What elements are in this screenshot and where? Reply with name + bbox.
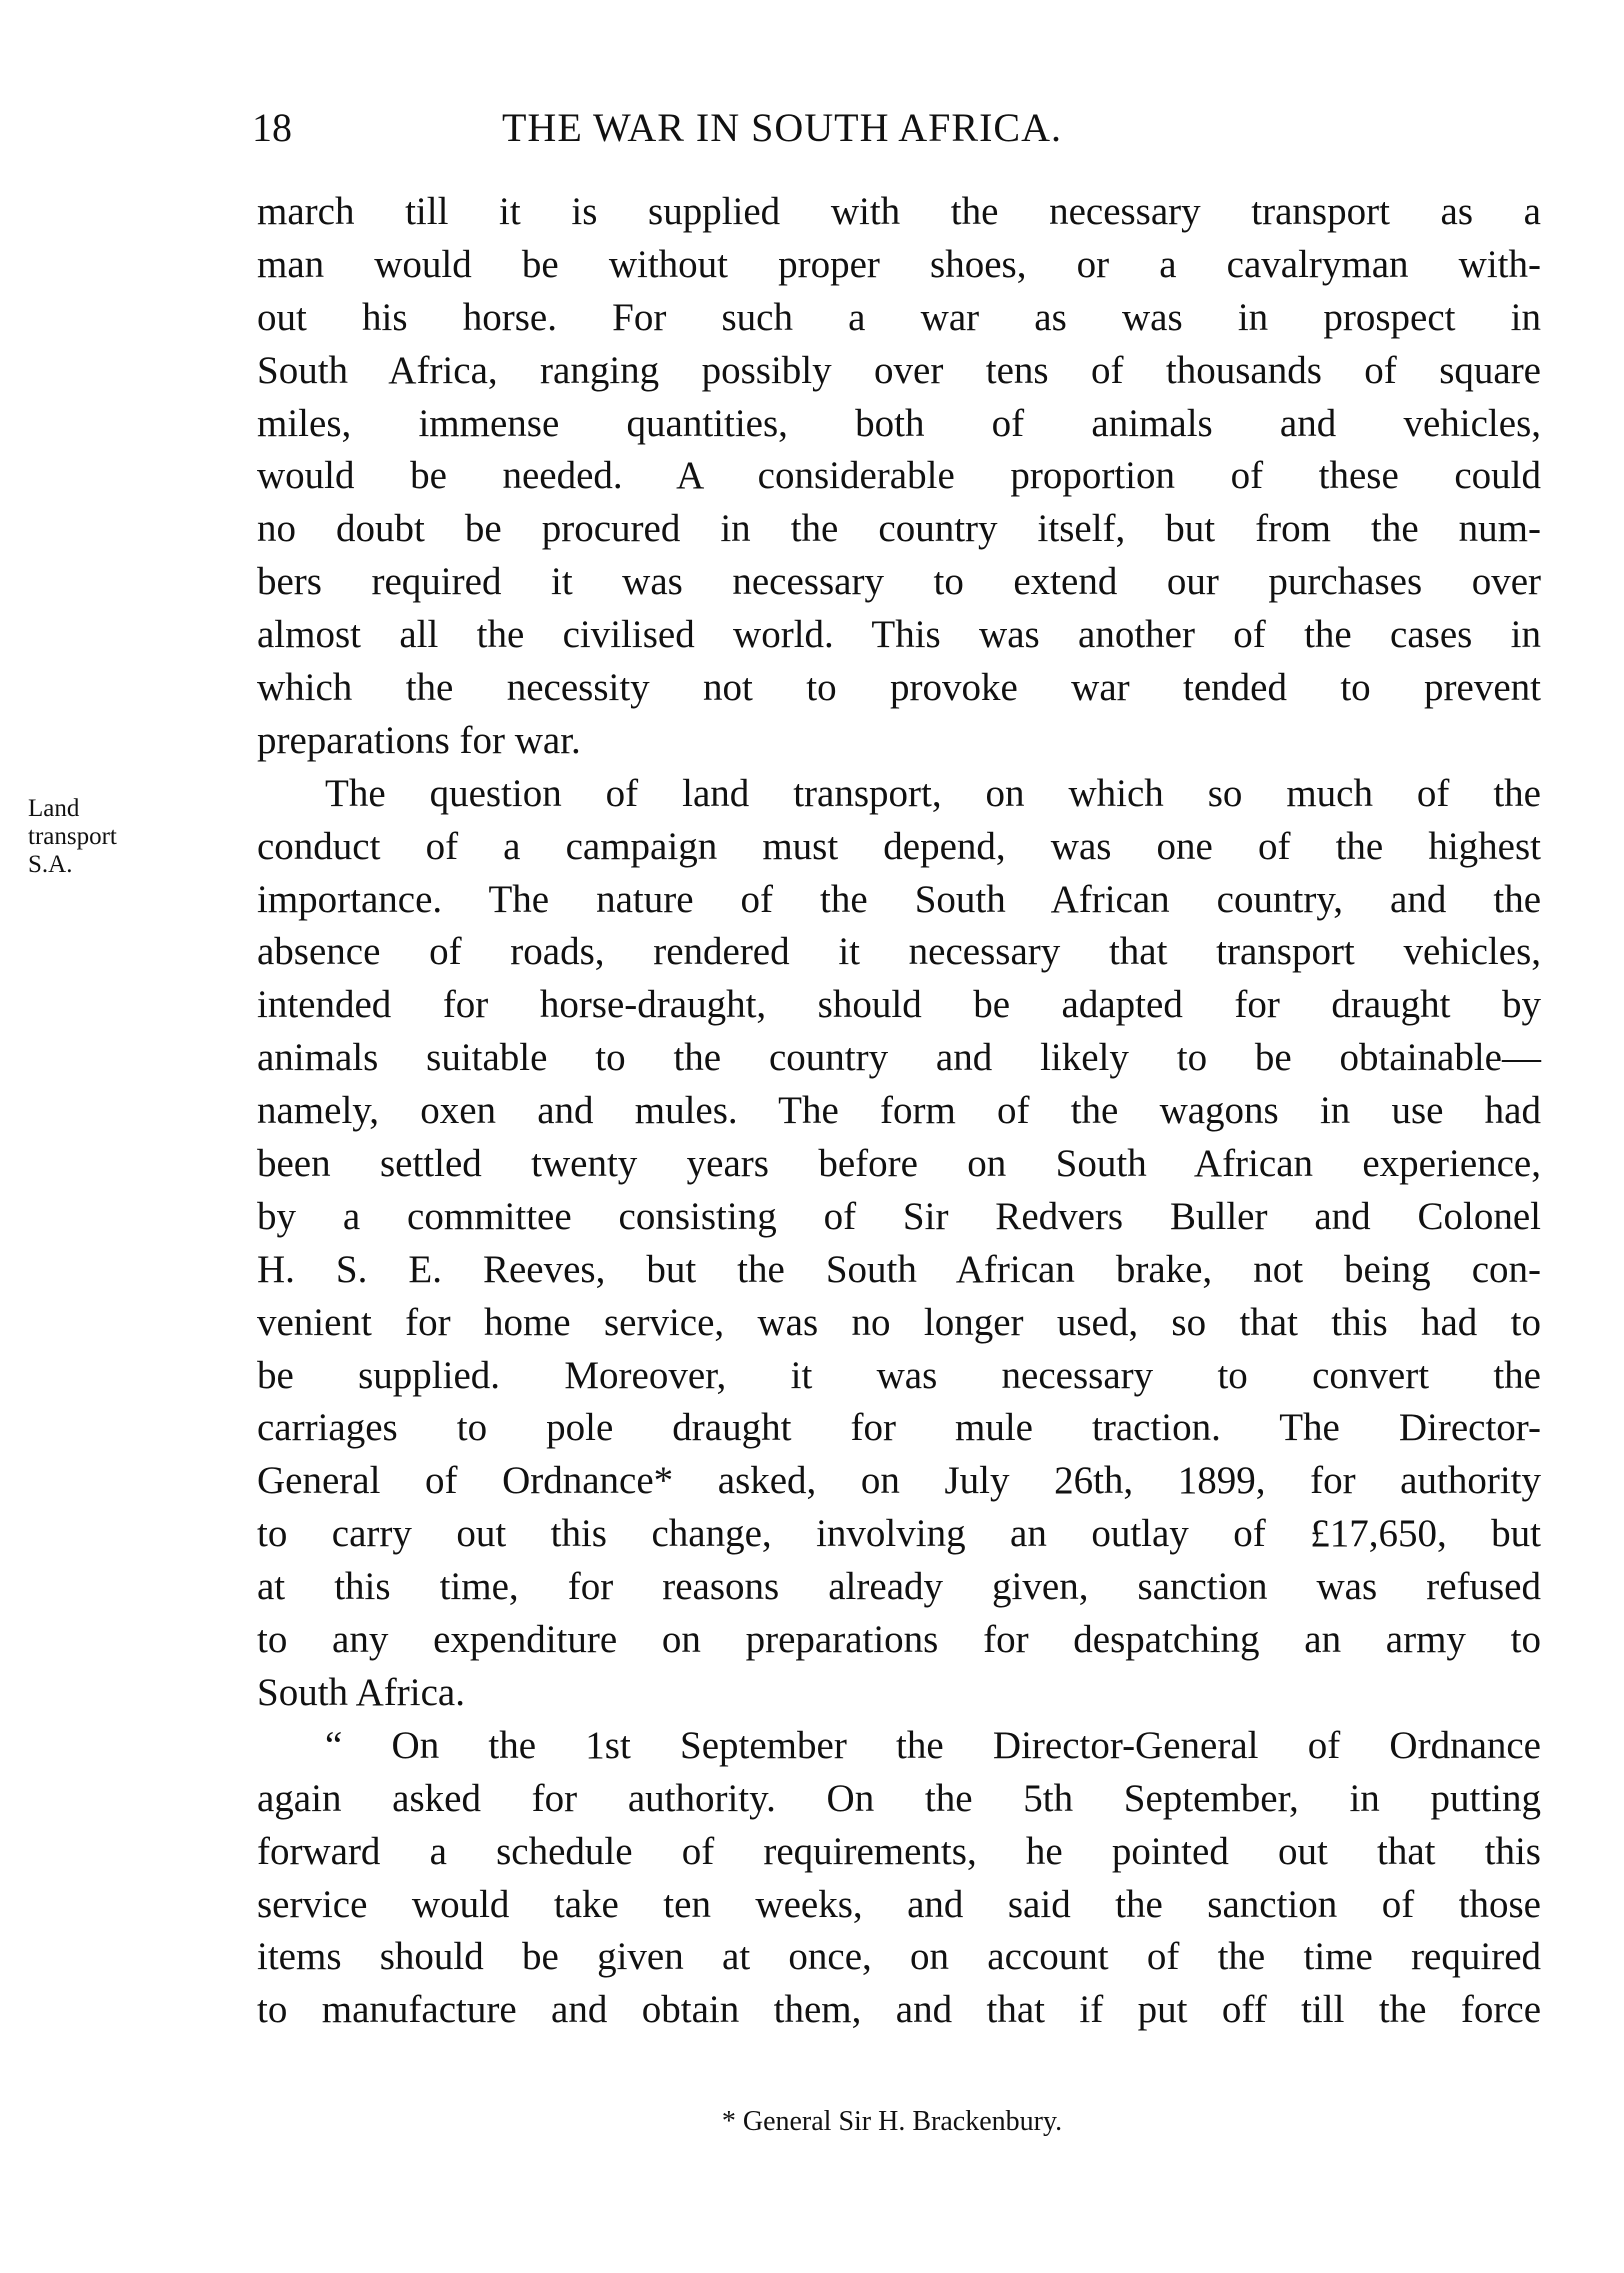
text-line: South Africa.	[257, 1670, 465, 1714]
text-line: no doubt be procured in the country itself, but from the num-	[257, 507, 1541, 551]
margin-note-line: Land	[28, 795, 80, 822]
text-line: almost all the civilised world. This was another of the cases in	[257, 613, 1541, 657]
text-line: intended for horse-draught, should be adapted for draught by	[257, 983, 1541, 1027]
text-line: to any expenditure on preparations for despatching an army to	[257, 1618, 1541, 1662]
text-line: at this time, for reasons already given, sanction was refused	[257, 1565, 1541, 1609]
body-text	[257, 186, 1541, 2037]
text-line: preparations for war.	[257, 718, 581, 762]
page-number: 18	[252, 105, 292, 150]
text-line: South Africa, ranging possibly over tens of thousands of square	[257, 348, 1541, 392]
text-line: which the necessity not to provoke war tended to prevent	[257, 666, 1541, 710]
margin-note-line: transport	[28, 823, 117, 850]
text-line: The question of land transport, on which so much of the	[325, 771, 1541, 815]
text-line: “ On the 1st September the Director-General of Ordnance	[325, 1723, 1541, 1767]
margin-note	[28, 795, 117, 879]
margin-note-line: S.A.	[28, 851, 73, 878]
text-line: would be needed. A considerable proportion of these could	[257, 454, 1541, 498]
text-line: been settled twenty years before on South African experience,	[257, 1142, 1541, 1186]
text-line: animals suitable to the country and likely to be obtainable—	[257, 1036, 1541, 1080]
text-line: out his horse. For such a war as was in prospect in	[257, 295, 1541, 339]
text-line: carriages to pole draught for mule traction. The Director-	[257, 1406, 1541, 1450]
text-line: items should be given at once, on account of the time required	[257, 1935, 1541, 1979]
running-header	[252, 104, 1292, 154]
text-line: namely, oxen and mules. The form of the wagons in use had	[257, 1089, 1541, 1133]
text-line: to carry out this change, involving an outlay of £17,650, but	[257, 1512, 1541, 1556]
text-line: be supplied. Moreover, it was necessary to convert the	[257, 1353, 1541, 1397]
running-title: THE WAR IN SOUTH AFRICA.	[502, 105, 1062, 150]
text-line: bers required it was necessary to extend our purchases over	[257, 560, 1541, 604]
text-line: again asked for authority. On the 5th September, in putting	[257, 1776, 1541, 1820]
text-line: importance. The nature of the South African country, and the	[257, 877, 1541, 921]
text-line: H. S. E. Reeves, but the South African brake, not being con-	[257, 1247, 1541, 1291]
text-line: conduct of a campaign must depend, was one of the highest	[257, 824, 1541, 868]
text-line: to manufacture and obtain them, and that if put off till the force	[257, 1988, 1541, 2032]
text-line: General of Ordnance* asked, on July 26th, 1899, for authority	[257, 1459, 1541, 1503]
text-line: venient for home service, was no longer used, so that this had to	[257, 1300, 1541, 1344]
footnote: * General Sir H. Brackenbury.	[721, 2106, 1063, 2137]
text-line: service would take ten weeks, and said the sanction of those	[257, 1882, 1541, 1926]
text-line: man would be without proper shoes, or a cavalryman with-	[257, 242, 1541, 286]
text-line: by a committee consisting of Sir Redvers Buller and Colonel	[257, 1194, 1541, 1238]
text-line: march till it is supplied with the necessary transport as a	[257, 190, 1541, 233]
text-line: forward a schedule of requirements, he pointed out that this	[257, 1829, 1541, 1873]
text-line: miles, immense quantities, both of animals and vehicles,	[257, 401, 1541, 445]
text-line: absence of roads, rendered it necessary that transport vehicles,	[257, 930, 1541, 974]
